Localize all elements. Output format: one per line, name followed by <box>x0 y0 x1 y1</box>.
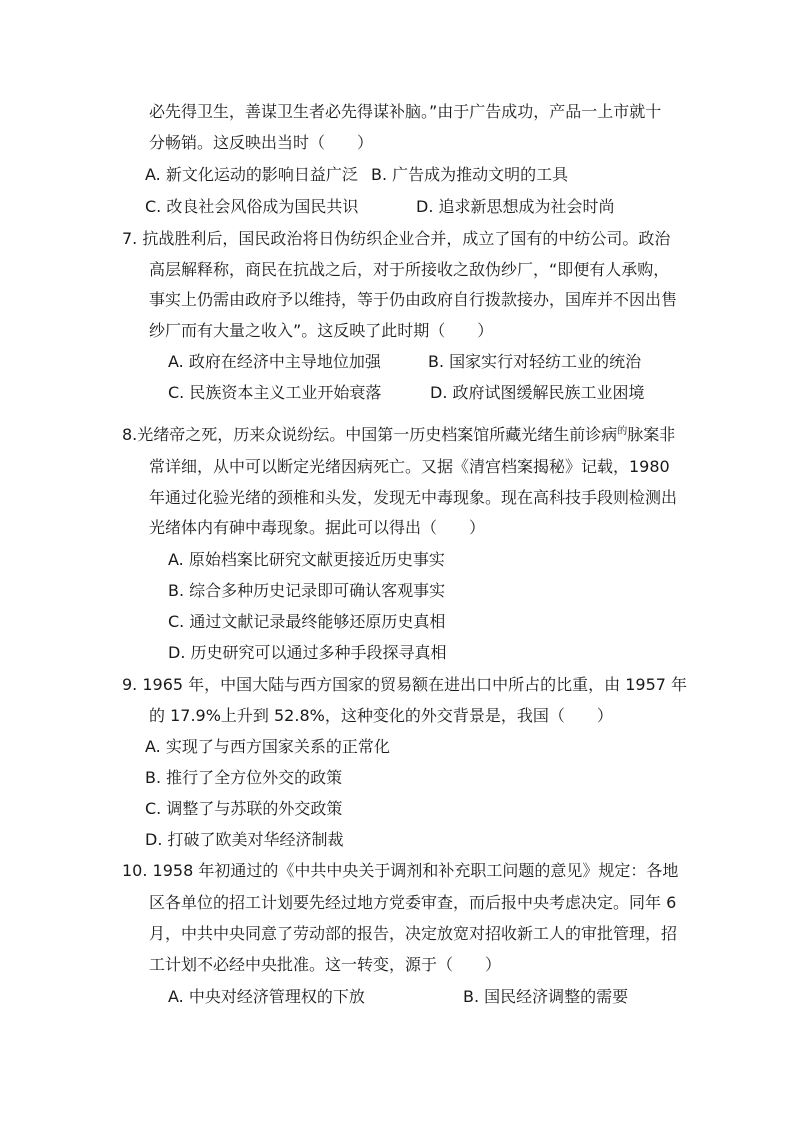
q6-stem-line-1: 必先得卫生，善谋卫生者必先得谋补脑。”由于广告成功，产品一上市就十 <box>149 102 662 121</box>
q9-option-b: B. 推行了全方位外交的政策 <box>145 768 343 787</box>
q6-option-d: D. 追求新思想成为社会时尚 <box>416 197 615 216</box>
q6-stem-line-2: 分畅销。这反映出当时（ ） <box>149 133 374 152</box>
q8-stem-line-1: 8.光绪帝之死，历来众说纷纭。中国第一历史档案馆所藏光绪生前诊病$^的$脉案非 <box>122 425 676 444</box>
q9-stem-line-2: 的 17.9%上升到 52.8%，这种变化的外交背景是，我国（ ） <box>149 706 613 725</box>
q7-option-b: B. 国家实行对轻纺工业的统治 <box>428 352 642 371</box>
q6-option-c: C. 改良社会风俗成为国民共识 <box>145 197 359 216</box>
q9-option-a: A. 实现了与西方国家关系的正常化 <box>145 737 390 756</box>
q7-stem-line-2: 高层解释称，商民在抗战之后，对于所接收之敌伪纱厂，“即便有人承购， <box>149 260 670 279</box>
q6-option-b: B. 广告成为推动文明的工具 <box>371 165 569 184</box>
q10-option-b: B. 国民经济调整的需要 <box>463 987 629 1006</box>
q9-option-c: C. 调整了与苏联的外交政策 <box>145 799 343 818</box>
q8-stem-line-4: 光绪体内有砷中毒现象。据此可以得出（ ） <box>149 518 486 537</box>
q7-stem-line-4: 纱厂而有大量之收入”。这反映了此时期（ ） <box>149 321 494 340</box>
q7-option-c: C. 民族资本主义工业开始衰落 <box>168 383 382 402</box>
q7-stem-line-3: 事实上仍需由政府予以维持，等于仍由政府自行拨款接办，国库并不因出售 <box>149 290 678 309</box>
q10-option-a: A. 中央对经济管理权的下放 <box>168 987 365 1006</box>
q10-stem-line-3: 月，中共中央同意了劳动部的报告，决定放宽对招收新工人的审批管理，招 <box>149 924 678 943</box>
q8-option-b: B. 综合多种历史记录即可确认客观事实 <box>168 581 446 600</box>
q7-option-d: D. 政府试图缓解民族工业困境 <box>430 383 645 402</box>
q10-stem-line-1: 10. 1958 年初通过的《中共中央关于调剂和补充职工问题的意见》规定：各地 <box>122 861 679 880</box>
q10-stem-line-4: 工计划不必经中央批准。这一转变，源于（ ） <box>149 955 502 974</box>
q6-option-a: A. 新文化运动的影响日益广泛 <box>145 165 358 184</box>
q10-stem-line-2: 区各单位的招工计划要先经过地方党委审查，而后报中央考虑决定。同年 6 <box>149 893 677 912</box>
q8-option-a: A. 原始档案比研究文献更接近历史事实 <box>168 550 445 569</box>
q7-stem-line-1: 7. 抗战胜利后，国民政治将日伪纺织企业合并，成立了国有的中纺公司。政治 <box>122 229 671 248</box>
q8-option-c: C. 通过文献记录最终能够还原历史真相 <box>168 612 446 631</box>
q7-option-a: A. 政府在经济中主导地位加强 <box>168 352 381 371</box>
q9-option-d: D. 打破了欧美对华经济制裁 <box>145 830 344 849</box>
q8-stem-line-3: 年通过化验光绪的颈椎和头发，发现无中毒现象。现在高科技手段则检测出 <box>149 488 678 507</box>
q8-option-d: D. 历史研究可以通过多种手段探寻真相 <box>168 643 447 662</box>
q8-stem-line-2: 常详细，从中可以断定光绪因病死亡。又据《清宫档案揭秘》记载，1980 <box>149 457 670 476</box>
q9-stem-line-1: 9. 1965 年，中国大陆与西方国家的贸易额在进出口中所占的比重，由 1957 年 <box>122 675 688 694</box>
